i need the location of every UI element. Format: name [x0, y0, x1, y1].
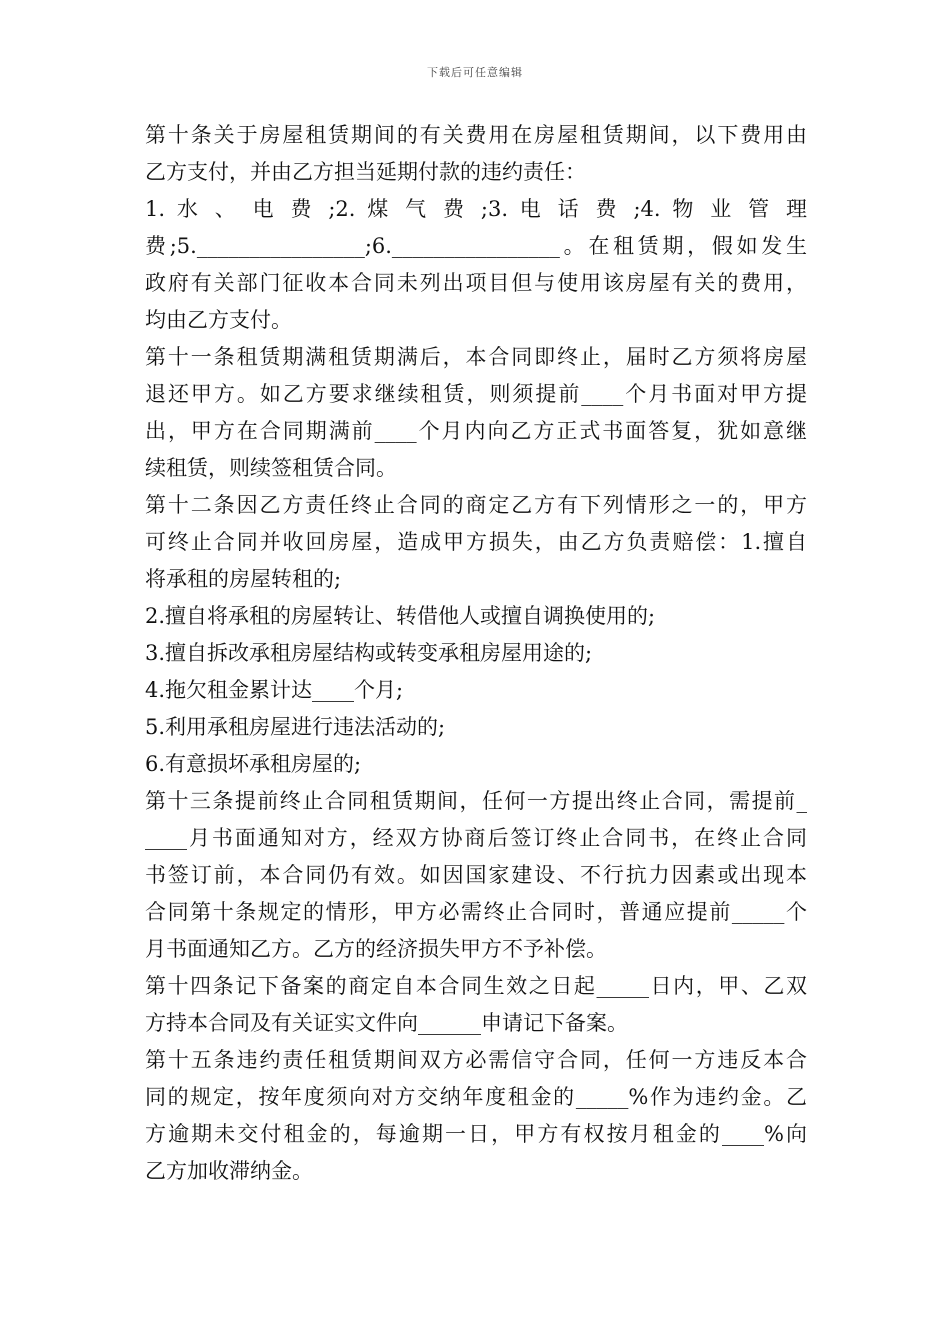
- text-line: 出，甲方在合同期满前____个月内向乙方正式书面答复，犹如意继: [145, 419, 807, 443]
- text-line: 合同第十条规定的情形，甲方必需终止合同时，普通应提前_____个: [145, 900, 807, 924]
- text-line: 第十条关于房屋租赁期间的有关费用在房屋租赁期间，以下费用由: [145, 123, 807, 147]
- text-line: 乙方加收滞纳金。: [145, 1159, 313, 1183]
- text-line: 乙方支付，并由乙方担当延期付款的违约责任：: [145, 160, 586, 184]
- text-line: 同的规定，按年度须向对方交纳年度租金的_____%作为违约金。乙: [145, 1085, 807, 1109]
- text-line: 6.有意损坏承租房屋的;: [145, 752, 362, 776]
- text-line: 方逾期未交付租金的，每逾期一日，甲方有权按月租金的____%向: [145, 1122, 807, 1146]
- text-line: ____月书面通知对方，经双方协商后签订终止合同书，在终止合同: [145, 826, 807, 850]
- text-line: 退还甲方。如乙方要求继续租赁，则须提前____个月书面对甲方提: [145, 382, 807, 406]
- text-line: 第十二条因乙方责任终止合同的商定乙方有下列情形之一的，甲方: [145, 493, 807, 517]
- text-line: 1. 水 、 电 费 ;2. 煤 气 费 ;3. 电 话 费 ;4. 物 业 管 理: [145, 197, 807, 221]
- text-line: 第十四条记下备案的商定自本合同生效之日起_____日内，甲、乙双: [145, 974, 807, 998]
- text-line: 书签订前，本合同仍有效。如因国家建设、不行抗力因素或出现本: [145, 863, 807, 887]
- text-line: 将承租的房屋转租的;: [145, 567, 342, 591]
- text-line: 续租赁，则续签租赁合同。: [145, 456, 397, 480]
- document-body: [145, 117, 807, 1190]
- text-line: 月书面通知乙方。乙方的经济损失甲方不予补偿。: [145, 937, 607, 961]
- text-line: 3.擅自拆改承租房屋结构或转变承租房屋用途的;: [145, 641, 593, 665]
- text-line: 均由乙方支付。: [145, 308, 292, 332]
- text-line: 2.擅自将承租的房屋转让、转借他人或擅自调换使用的;: [145, 604, 656, 628]
- text-line: 政府有关部门征收本合同未列出项目但与使用该房屋有关的费用，: [145, 271, 807, 295]
- page-header: 下载后可任意编辑: [427, 66, 523, 79]
- text-line: 第十五条违约责任租赁期间双方必需信守合同，任何一方违反本合: [145, 1048, 807, 1072]
- text-line: 方持本合同及有关证实文件向______申请记下备案。: [145, 1011, 628, 1035]
- text-line: 4.拖欠租金累计达____个月;: [145, 678, 404, 702]
- text-line: 可终止合同并收回房屋，造成甲方损失，由乙方负责赔偿：1.擅自: [145, 530, 807, 554]
- text-line: 5.利用承租房屋进行违法活动的;: [145, 715, 446, 739]
- text-line: 第十一条租赁期满租赁期满后，本合同即终止，届时乙方须将房屋: [145, 345, 807, 369]
- text-line: 费;5.________________;6.________________。在租赁期，假如发生: [145, 234, 807, 258]
- text-line: 第十三条提前终止合同租赁期间，任何一方提出终止合同，需提前_: [145, 789, 807, 813]
